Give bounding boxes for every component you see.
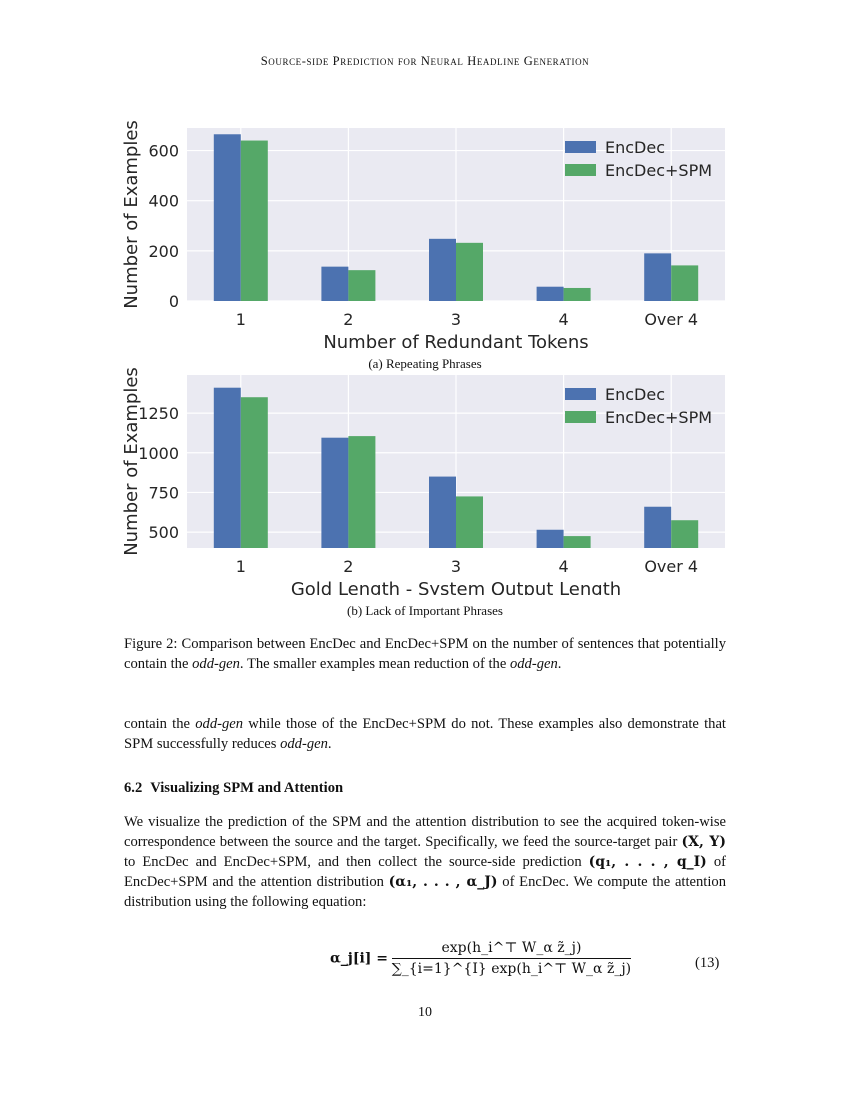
- para-text: We visualize the prediction of the SPM and the attention distribution to see the acquired token-wise correspondence between the source and the target. Specifically, we feed the source-target pair: [124, 814, 726, 850]
- bar-encdec: [321, 267, 348, 301]
- bar-encdec-spm: [348, 270, 375, 301]
- x-tick-label: Over 4: [644, 557, 699, 576]
- page-number: 10: [418, 1005, 432, 1020]
- y-tick-label: 200: [148, 241, 179, 261]
- legend-swatch: [565, 388, 596, 400]
- bar-encdec: [214, 388, 241, 548]
- bar-encdec-spm: [456, 243, 483, 301]
- x-tick-label: 3: [450, 557, 462, 576]
- caption-term: odd-gen: [192, 656, 240, 672]
- section-heading: [124, 780, 343, 797]
- bar-encdec-spm: [564, 536, 591, 548]
- bar-encdec-spm: [671, 520, 698, 548]
- para-text: contain the: [124, 716, 196, 732]
- para-text: of EncDec+SPM and the attention distribution: [124, 854, 726, 890]
- caption-term: odd-gen: [509, 656, 558, 672]
- body-paragraph-1: [124, 714, 726, 754]
- bar-chart-repeating-phrases: [115, 118, 735, 353]
- equation-lhs: α_j[i] =: [330, 950, 389, 967]
- math-inline: (q₁, . . . , q_I): [588, 854, 707, 870]
- para-text: while those of the EncDec+SPM do not. These examples also demonstrate that SPM successfully reduces: [124, 716, 726, 752]
- equation-number: (13): [695, 955, 720, 971]
- subfigure-caption-b: (b) Lack of Important Phrases: [347, 603, 503, 618]
- caption-text: . The smaller examples mean reduction of the: [239, 656, 510, 672]
- x-tick-label: 3: [450, 310, 462, 329]
- y-axis-label: Number of Examples: [121, 120, 142, 309]
- caption-text: .: [557, 656, 562, 672]
- legend-label: EncDec+SPM: [605, 161, 713, 180]
- y-tick-label: 0: [168, 292, 179, 311]
- bar-encdec: [537, 287, 564, 301]
- bar-encdec-spm: [241, 141, 268, 301]
- bar-encdec: [537, 530, 564, 548]
- x-axis-label: Gold Length - System Output Length: [290, 579, 622, 595]
- section-title: Visualizing SPM and Attention: [150, 780, 344, 796]
- bar-encdec-spm: [348, 436, 375, 548]
- x-tick-label: 2: [343, 310, 354, 329]
- figure-caption: [124, 634, 726, 674]
- y-tick-label: 750: [148, 483, 179, 503]
- para-text: of EncDec. We compute the attention distribution using the following equation:: [124, 874, 727, 910]
- x-tick-label: 1: [235, 557, 246, 576]
- bar-encdec: [429, 477, 456, 548]
- legend-swatch: [565, 141, 596, 153]
- chart-svg-a: [115, 118, 735, 348]
- para-term: odd-gen: [195, 716, 244, 732]
- x-axis-label: Number of Redundant Tokens: [323, 332, 589, 348]
- legend-swatch: [565, 411, 596, 423]
- legend-swatch: [565, 164, 596, 176]
- bar-chart-lack-important-phrases: [115, 365, 735, 600]
- x-tick-label: 2: [343, 557, 354, 576]
- bar-encdec: [644, 507, 671, 548]
- para-term: odd-gen: [280, 736, 328, 752]
- equation-numerator: exp(h_i^⊤ W_α z̃_j): [392, 940, 631, 959]
- y-tick-label: 500: [148, 523, 179, 543]
- bar-encdec-spm: [564, 288, 591, 301]
- x-tick-label: 4: [558, 557, 569, 576]
- bar-encdec: [321, 438, 348, 548]
- y-tick-label: 1000: [138, 443, 179, 463]
- legend-label: EncDec+SPM: [605, 408, 713, 427]
- y-axis-label: Number of Examples: [121, 367, 142, 556]
- running-header: Source-side Prediction for Neural Headline Generation: [260, 54, 590, 68]
- x-tick-label: 1: [235, 310, 246, 329]
- bar-encdec-spm: [671, 265, 698, 301]
- bar-encdec-spm: [456, 496, 483, 548]
- caption-text: Figure 2: Comparison between EncDec and EncDec+SPM on the number of sentences that potentially contain the: [124, 636, 726, 672]
- equation-13: [330, 940, 631, 977]
- math-inline: (α₁, . . . , α_J): [388, 874, 498, 890]
- y-tick-label: 600: [148, 141, 179, 161]
- y-tick-label: 400: [148, 191, 179, 211]
- equation-fraction: [392, 940, 631, 977]
- body-paragraph-2: [124, 812, 726, 912]
- para-text: to EncDec and EncDec+SPM, and then collect the source-side prediction: [124, 854, 589, 870]
- para-text: .: [327, 736, 332, 752]
- y-tick-label: 1250: [138, 404, 179, 424]
- subfigure-caption-a: (a) Repeating Phrases: [368, 356, 482, 371]
- bar-encdec-spm: [241, 397, 268, 548]
- section-number: 6.2: [124, 780, 143, 796]
- equation-denominator: ∑_{i=1}^{I} exp(h_i^⊤ W_α z̃_j): [391, 961, 632, 977]
- legend-label: EncDec: [605, 138, 666, 157]
- bar-encdec: [214, 134, 241, 301]
- math-inline: (X, Y): [681, 834, 726, 850]
- bar-encdec: [644, 253, 671, 301]
- x-tick-label: Over 4: [644, 310, 699, 329]
- chart-svg-b: [115, 365, 735, 595]
- legend-label: EncDec: [605, 385, 666, 404]
- bar-encdec: [429, 239, 456, 301]
- x-tick-label: 4: [558, 310, 569, 329]
